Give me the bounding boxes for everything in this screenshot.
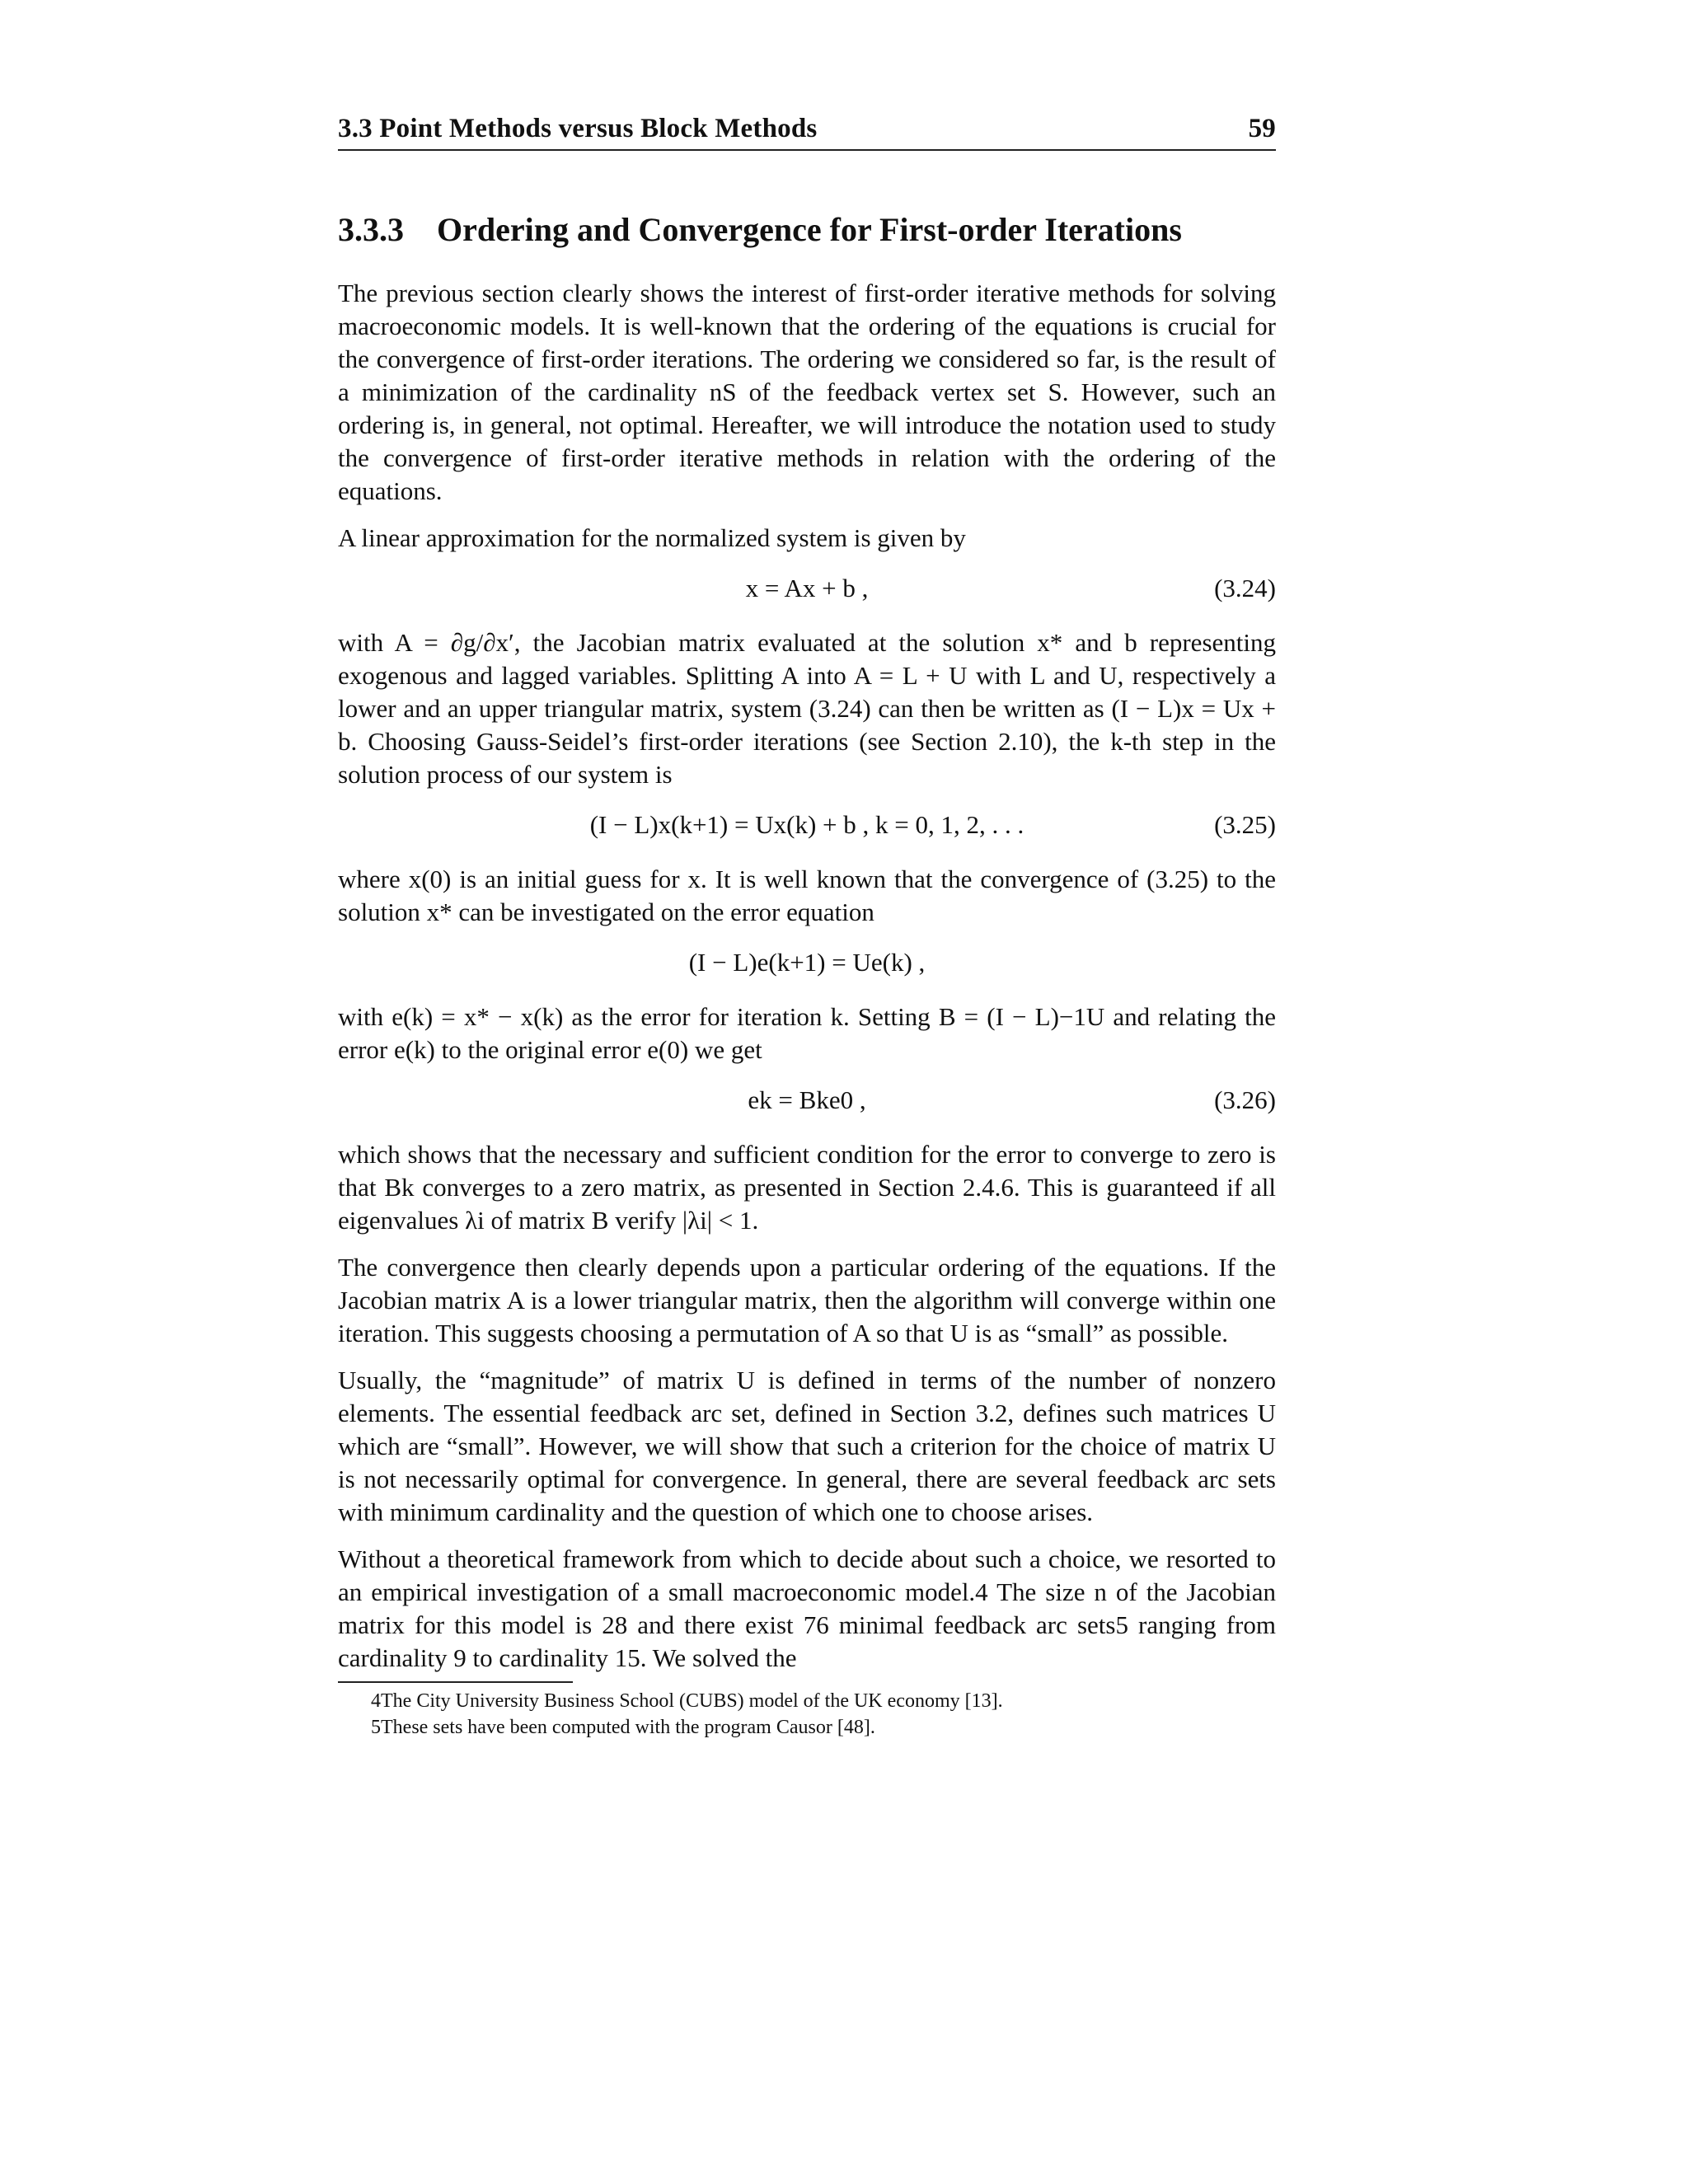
section-number: 3.3.3	[338, 211, 404, 248]
running-head	[338, 114, 1276, 151]
paragraph-ordering: The convergence then clearly depends upon a particular ordering of the equations. If the Jacobian matrix A is a lower triangular matrix, then the algorithm will converge within one iteration. This suggests choosing a permutation of A so that U is as “small” as possible.	[338, 1253, 1276, 1347]
equation-expression: (I − L)e(k+1) = Ue(k) ,	[688, 948, 926, 977]
paragraph-empirical: Without a theoretical framework from which to decide about such a choice, we resorted to an empirical investigation of a small macroeconomic model.4 The size n of the Jacobian matrix for this model is 28 and there exist 76 minimal feedback arc sets5 ranging from cardinality 9 to cardinality 15. We solved the	[338, 1544, 1276, 1672]
paragraph-intro: The previous section clearly shows the interest of first-order iterative methods for solving macroeconomic models. It is well-known that the ordering of the equations is crucial for the convergence of first-order iterations. The ordering we considered so far, is the result of a minimization of the cardinality nS of the feedback vertex set S. However, such an ordering is, in general, not optimal. Hereafter, we will introduce the notation used to study the convergence of first-order iterative methods in relation with the ordering of the equations.	[338, 279, 1276, 505]
equation-number: (3.25)	[1214, 810, 1276, 839]
paragraph-initial-guess: where x(0) is an initial guess for x. It is well known that the convergence of (3.25) to the solution x* can be investigated on the error equation	[338, 865, 1276, 926]
section-heading	[338, 210, 1276, 249]
footnote-5: 5These sets have been computed with the program Causor [48].	[371, 1717, 875, 1738]
paragraph-linear-approx: A linear approximation for the normalized system is given by	[338, 523, 966, 552]
equation-3-26	[338, 1080, 1276, 1120]
equation-expression: (I − L)x(k+1) = Ux(k) + b , k = 0, 1, 2, . . .	[589, 810, 1025, 839]
page	[338, 114, 1276, 1741]
equation-3-24	[338, 569, 1276, 608]
page-number: 59	[1248, 114, 1276, 143]
paragraph-convergence-condition: which shows that the necessary and sufficient condition for the error to converge to zero is that Bk converges to a zero matrix, as presented in Section 2.4.6. This is guaranteed if all eigenvalues λi of matrix B verify |λi| < 1.	[338, 1140, 1276, 1235]
paragraph-error-definition: with e(k) = x* − x(k) as the error for iteration k. Setting B = (I − L)−1U and relating the error e(k) to the original error e(0) we get	[338, 1002, 1276, 1064]
running-head-title: 3.3 Point Methods versus Block Methods	[338, 114, 818, 143]
equation-number: (3.24)	[1214, 574, 1276, 602]
paragraph-magnitude: Usually, the “magnitude” of matrix U is defined in terms of the number of nonzero elements. The essential feedback arc set, defined in Section 3.2, defines such matrices U which are “small”. However, we will show that such a criterion for the choice of matrix U is not necessarily optimal for convergence. In general, there are several feedback arc sets with minimum cardinality and the question of which one to choose arises.	[338, 1366, 1276, 1526]
equation-error	[338, 943, 1276, 982]
footnote-rule	[338, 1681, 573, 1683]
equation-number: (3.26)	[1214, 1085, 1276, 1114]
equation-3-25	[338, 805, 1276, 845]
footnote-4: 4The City University Business School (CUBS) model of the UK economy [13].	[371, 1690, 1003, 1712]
equation-expression: x = Ax + b ,	[745, 574, 869, 602]
paragraph-jacobian: with A = ∂g/∂x′, the Jacobian matrix evaluated at the solution x* and b representing exogenous and lagged variables. Splitting A into A = L + U with L and U, respectively a lower and an upper triangular matrix, system (3.24) can then be written as (I − L)x = Ux + b. Choosing Gauss-Seidel’s first-order iterations (see Section 2.10), the k-th step in the solution process of our system is	[338, 628, 1276, 789]
section-title: Ordering and Convergence for First-order Iterations	[437, 211, 1182, 248]
equation-expression: ek = Bke0 ,	[748, 1085, 866, 1114]
